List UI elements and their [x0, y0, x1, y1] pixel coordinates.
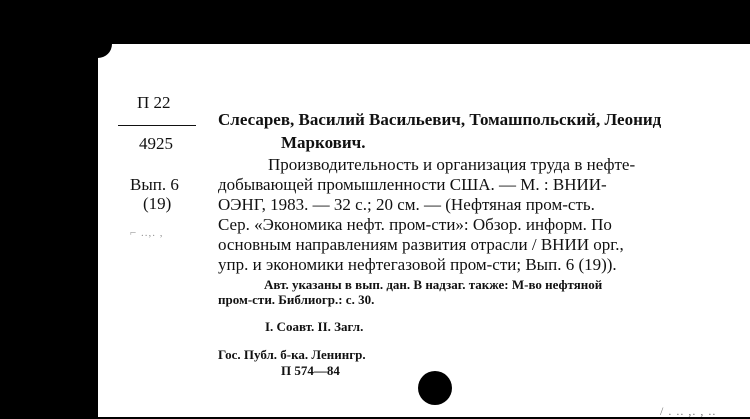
card-number: П 574—84	[281, 363, 340, 378]
ink-blot	[418, 371, 452, 405]
body-line: упр. и экономики нефтегазовой пром-сти; Вып. 6 (19)).	[218, 255, 617, 274]
shelf-divider	[118, 125, 196, 126]
body-line: добывающей промышленности США. — М. : ВНИИ-	[218, 175, 607, 194]
body-line: Производительность и организация труда в нефте-	[268, 155, 636, 174]
body-line: основным направлениям развития отрасли / ВНИИ орг.,	[218, 235, 624, 254]
shelf-code: П 22	[137, 93, 171, 112]
faint-stamp: ⌐ ..,. ,	[130, 227, 164, 239]
authors-heading-continued: Маркович.	[281, 133, 366, 152]
issue-label: Вып. 6	[130, 175, 179, 194]
note-line: Авт. указаны в вып. дан. В надзаг. также: М-во нефтяной	[264, 277, 603, 292]
issue-number: (19)	[143, 194, 172, 213]
tracings: I. Соавт. II. Загл.	[265, 319, 364, 334]
body-line: ОЭНГ, 1983. — 32 с.; 20 см. — (Нефтяная пром-сть.	[218, 195, 595, 214]
authors-heading: Слесарев, Василий Васильевич, Томашпольский, Леонид	[218, 110, 662, 129]
library-name: Гос. Публ. б-ка. Ленингр.	[218, 347, 366, 362]
body-line: Сер. «Экономика нефт. пром-сти»: Обзор. информ. По	[218, 215, 612, 234]
edge-marks: / . .. ,. , ..	[660, 404, 717, 418]
note-line: пром-сти. Библиогр.: с. 30.	[218, 292, 375, 307]
inventory-number: 4925	[139, 134, 173, 153]
